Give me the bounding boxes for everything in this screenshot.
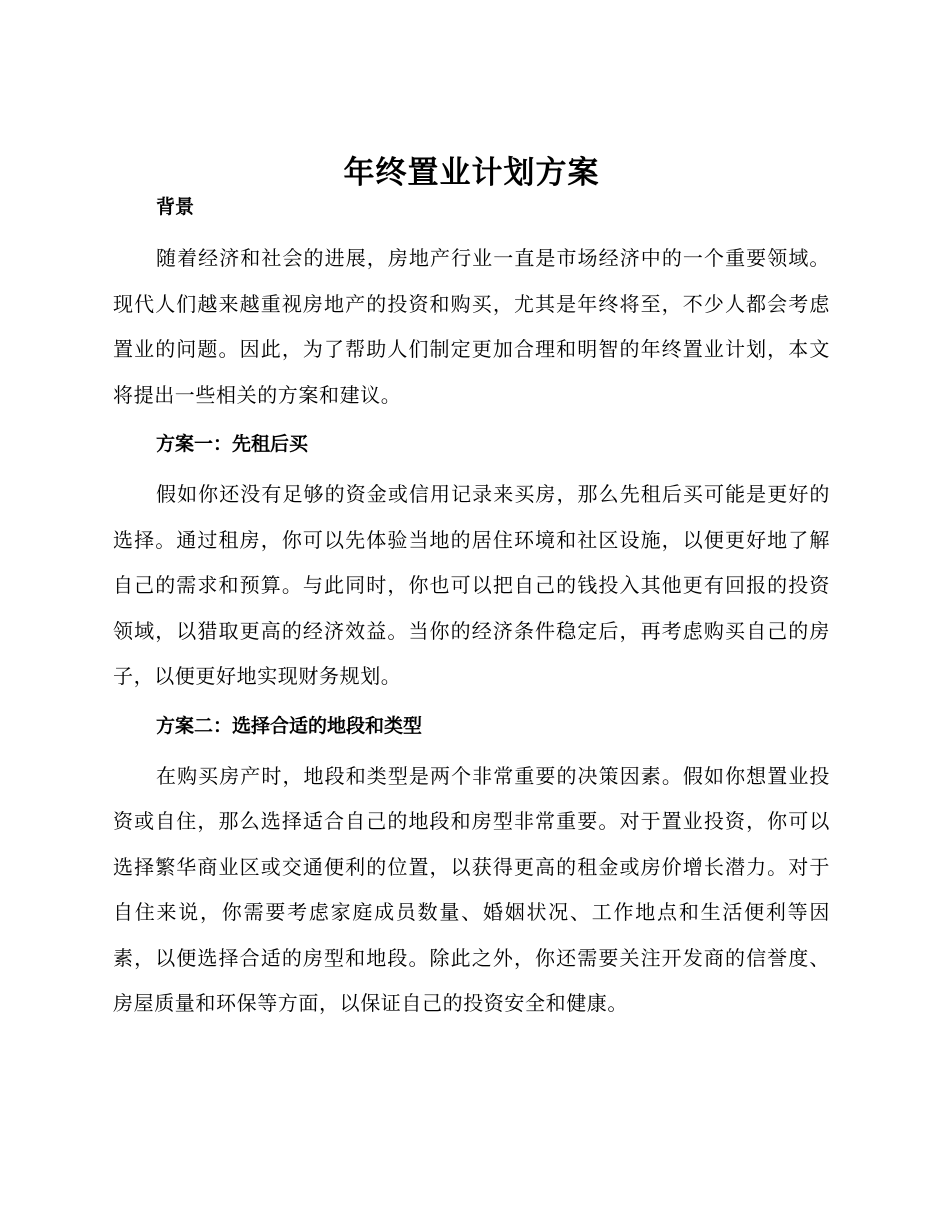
section-body-background: 随着经济和社会的进展，房地产行业一直是市场经济中的一个重要领域。现代人们越来越重视房地产的投资和购买，尤其是年终将至，不少人都会考虑置业的问题。因此，为了帮助人们制定更加合理和明智的年终置业计划，本文将提出一些相关的方案和建议。: [113, 246, 830, 407]
section-body-plan-two: 在购买房产时，地段和类型是两个非常重要的决策因素。假如你想置业投资或自住，那么选择适合自己的地段和房型非常重要。对于置业投资，你可以选择繁华商业区或交通便利的位置，以获得更高的租金或房价增长潜力。对于自住来说，你需要考虑家庭成员数量、婚姻状况、工作地点和生活便利等因素，以便选择合适的房型和地段。除此之外，你还需要关注开发商的信誉度、房屋质量和环保等方面，以保证自己的投资安全和健康。: [113, 763, 830, 1015]
document-title: 年终置业计划方案: [343, 155, 600, 191]
section-body-plan-one: 假如你还没有足够的资金或信用记录来买房，那么先租后买可能是更好的选择。通过租房，你可以先体验当地的居住环境和社区设施，以便更好地了解自己的需求和预算。与此同时，你也可以把自己的钱投入其他更有回报的投资领域，以猎取更高的经济效益。当你的经济条件稳定后，再考虑购买自己的房子，以便更好地实现财务规划。: [113, 482, 830, 688]
section-heading-plan-one: 方案一：先租后买: [156, 433, 309, 455]
document-content: [113, 150, 830, 1027]
section-heading-plan-two: 方案二：选择合适的地段和类型: [156, 714, 423, 737]
section-heading-background: 背景: [156, 196, 195, 218]
